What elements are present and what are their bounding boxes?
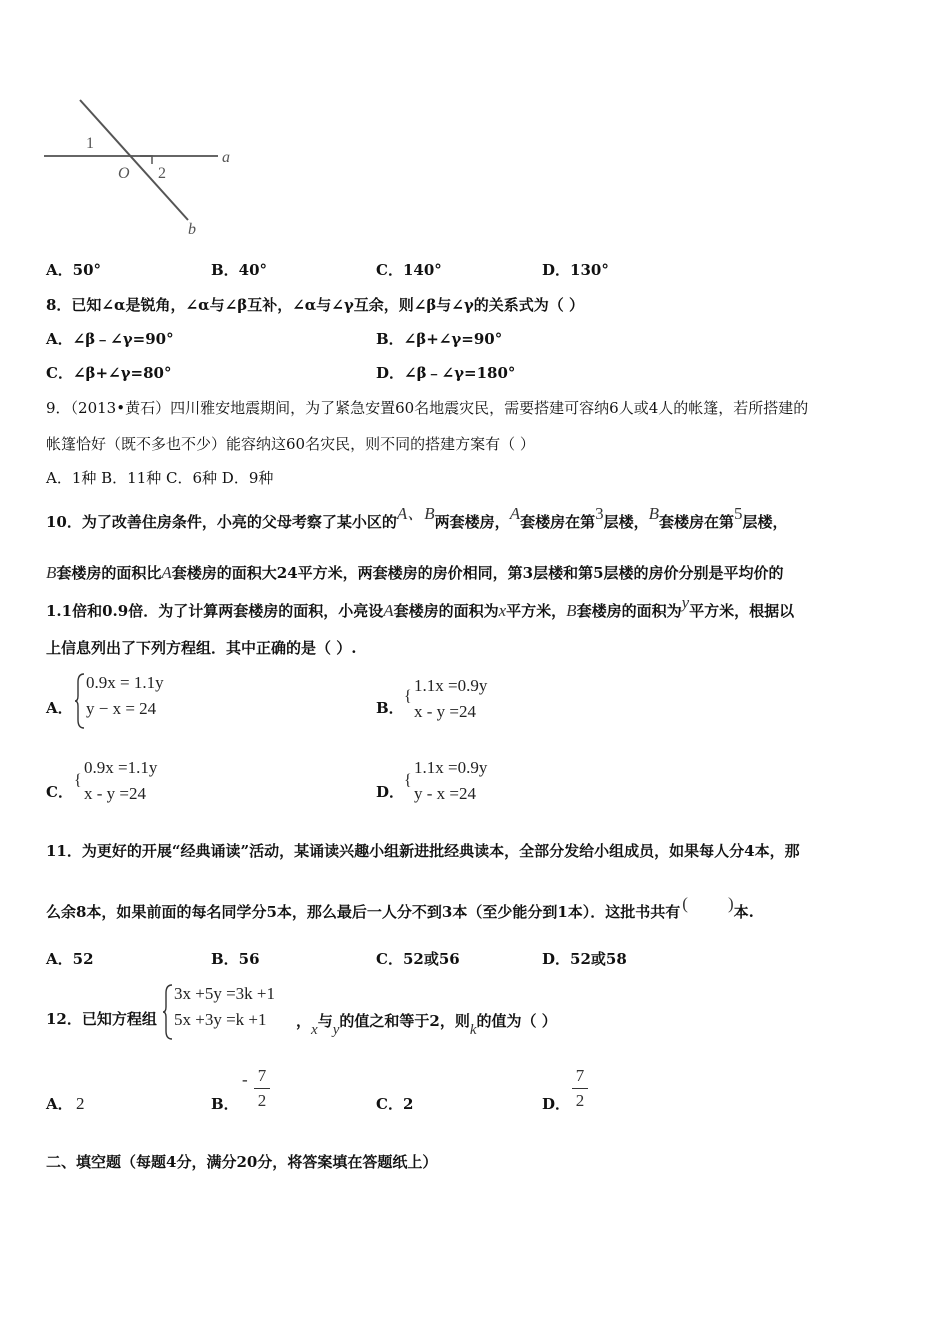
label-b: b: [188, 221, 196, 238]
q10-option-a-label: A．: [46, 699, 73, 717]
q7-option-a: A．50°: [46, 261, 102, 279]
q7-option-c: C．140°: [376, 261, 442, 279]
q8-option-c: C．∠β+∠γ=80°: [46, 364, 172, 382]
q8-option-d: D．∠β﹣∠γ=180°: [376, 364, 516, 382]
label-a: a: [222, 149, 230, 166]
q8-option-a: A．∠β﹣∠γ=90°: [46, 330, 174, 348]
q10-option-c-system: [84, 755, 157, 807]
q12-prefix: 12．已知方程组: [46, 1010, 157, 1028]
q10-text: 平方米，: [506, 602, 567, 620]
q12-text: 与: [317, 1012, 333, 1030]
q12-system: [174, 981, 275, 1033]
var-a: A: [161, 563, 172, 582]
q12-suffix: [296, 1011, 557, 1038]
q10-text: 套楼房的面积为: [576, 602, 682, 620]
q12-option-c: C．2: [376, 1095, 414, 1113]
numerator: 7: [575, 1066, 585, 1085]
q12-option-a-value: 2: [76, 1094, 85, 1113]
q9-stem-line2: 帐篷恰好（既不多也不少）能容纳这60名灾民，则不同的搭建方案有（ ）: [46, 435, 535, 453]
denominator: 2: [257, 1091, 267, 1110]
q11-text: 本.: [733, 903, 754, 921]
q7-option-d: D．130°: [542, 261, 609, 279]
q12-text: ，: [296, 1012, 312, 1030]
equation-1: 1.1x =0.9y: [414, 676, 488, 695]
q12-option-b-label: B．: [211, 1095, 239, 1113]
label-2: 2: [158, 165, 166, 182]
var-ab: A、B: [396, 504, 435, 523]
equation-2: y - x =24: [414, 784, 476, 803]
paren-right: ): [727, 894, 734, 913]
equation-1: 0.9x =1.1y: [84, 758, 158, 777]
q10-line3: [46, 593, 795, 621]
equation-2: y − x = 24: [86, 699, 157, 718]
brace-icon: {: [74, 772, 82, 789]
q12-text: 的值之和等于2，则: [339, 1012, 470, 1030]
section-2-title: 二、填空题（每题4分，满分20分，将答案填在答题纸上）: [46, 1153, 438, 1171]
equation-1: 0.9x = 1.1y: [86, 673, 164, 692]
equation-1: 1.1x =0.9y: [414, 758, 488, 777]
var-k: k: [469, 1022, 477, 1038]
var-x: x: [311, 1022, 318, 1038]
q10-option-b-system: [414, 673, 487, 725]
q10-text: 套楼房的面积为: [393, 602, 499, 620]
angle-2-arc: [140, 156, 152, 164]
q9-stem-line1: 9．（2013•黄石）四川雅安地震期间，为了紧急安置60名地震灾民，需要搭建可容纳6人或4人的帐篷，若所搭建的: [46, 399, 809, 417]
q8-option-b: B．∠β+∠γ=90°: [376, 330, 503, 348]
paren-left: (: [682, 894, 688, 913]
q12-option-d-fraction: [572, 1066, 588, 1111]
q11-option-c: C．52或56: [376, 950, 460, 968]
q11-option-b: B．56: [211, 950, 260, 968]
denominator: 2: [575, 1091, 585, 1110]
q10-option-c-label: C．: [46, 783, 73, 801]
q9-options: A．1种 B．11种 C．6种 D．9种: [46, 469, 274, 487]
fraction-bar: [254, 1088, 270, 1089]
q10-text: 层楼，: [603, 513, 649, 531]
label-1: 1: [86, 135, 94, 152]
q10-text: 套楼房在第: [520, 513, 596, 531]
var-y: y: [332, 1022, 340, 1038]
var-a: A: [383, 601, 394, 620]
brace-icon: [74, 672, 86, 730]
numerator: 7: [257, 1066, 267, 1085]
q10-text: 两套楼房，: [434, 513, 510, 531]
q12-text: 的值为（ ）: [476, 1012, 557, 1030]
equation-2: x - y =24: [414, 702, 476, 721]
q12-option-b-fraction: [254, 1066, 270, 1111]
q11-line2: [46, 894, 754, 922]
var-a: A: [509, 504, 521, 523]
brace-icon: {: [404, 688, 412, 705]
brace-icon: [162, 983, 174, 1041]
fraction-bar: [572, 1088, 588, 1089]
q10-text: 套楼房的面积比: [56, 564, 162, 582]
q10-text: 套楼房的面积大24平方米，两套楼房的房价相同，第3层楼和第5层楼的房价分别是平均价的: [171, 564, 784, 582]
q10-text: 1.1倍和0.9倍．为了计算两套楼房的面积，小亮设: [46, 602, 384, 620]
label-o: O: [118, 165, 130, 182]
brace-icon: {: [404, 772, 412, 789]
q10-text: 平方米，根据以: [689, 602, 795, 620]
q10-text: 套楼房在第: [659, 513, 735, 531]
q11-option-a: A．52: [46, 950, 94, 968]
q11-option-d: D．52或58: [542, 950, 627, 968]
num-5: 5: [734, 504, 743, 523]
q10-option-a-system: [86, 670, 164, 722]
var-b: B: [648, 504, 659, 523]
q12-option-a-label: A．: [46, 1095, 73, 1113]
var-b: B: [566, 601, 577, 620]
minus-sign: -: [242, 1070, 248, 1089]
q8-stem: 8．已知∠α是锐角，∠α与∠β互补，∠α与∠γ互余，则∠β与∠γ的关系式为（ ）: [46, 296, 584, 314]
q10-line2: [46, 563, 784, 583]
var-x: x: [498, 601, 507, 620]
q10-text: 层楼，: [742, 513, 788, 531]
q10-text: 10．为了改善住房条件，小亮的父母考察了某小区的: [46, 513, 397, 531]
num-3: 3: [595, 504, 604, 523]
q10-option-d-label: D．: [376, 783, 405, 801]
q10-option-d-system: [414, 755, 487, 807]
q12-option-d-label: D．: [542, 1095, 571, 1113]
q10-option-b-label: B．: [376, 699, 404, 717]
equation-2: x - y =24: [84, 784, 146, 803]
q11-text: 么余8本，如果前面的每名同学分5本，那么最后一人分不到3本（至少能分到1本）．这批书共有: [46, 903, 681, 921]
angle-figure: [40, 92, 250, 242]
q10-line1: [46, 504, 788, 532]
q7-option-b: B．40°: [211, 261, 268, 279]
equation-1: 3x +5y =3k +1: [174, 984, 276, 1003]
line-b: [80, 100, 188, 220]
q11-line1: 11．为更好的开展“经典诵读”活动，某诵读兴趣小组新进批经典读本，全部分发给小组成员，如果每人分4本，那: [46, 842, 800, 860]
q10-line4: 上信息列出了下列方程组．其中正确的是（ ）.: [46, 639, 357, 657]
var-b: B: [46, 563, 57, 582]
equation-2: 5x +3y =k +1: [174, 1010, 267, 1029]
var-y: y: [681, 593, 690, 612]
